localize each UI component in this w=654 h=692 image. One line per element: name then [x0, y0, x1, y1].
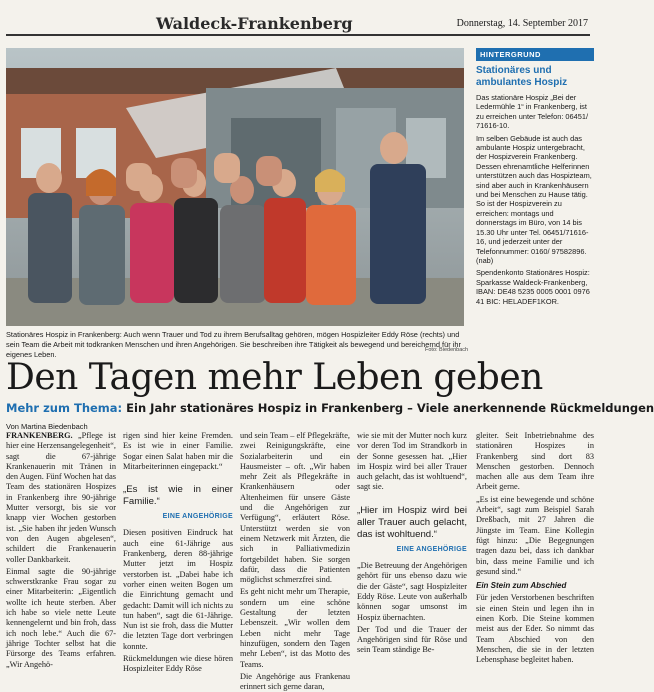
pull-quote: „Hier im Hospiz wird bei aller Trauer auch gelacht, das ist wohltuend.“ — [357, 504, 467, 540]
article-column-3 — [240, 431, 350, 692]
subhead-lead: Mehr zum Thema: — [6, 401, 123, 415]
paragraph: „Pflege ist hier eine Herzensangelegenheit“, sagt die 67-jährige Krankenauerin mit Tränen in den Augen. Fünf Wochen hat das Team des stationären Hospizes in Frankenberg ihre 90-jährige Mutter versorgt, bis sie vor knapp vier Wochen gestorben ist. „Sie haben ihr jeden Wunsch von den Augen abgelesen“, schildert die Frankenauerin voller Dankbarkeit. — [6, 431, 116, 564]
background-body — [476, 93, 594, 306]
paragraph: wie sie mit der Mutter noch kurz vor deren Tod im Strandkorb in der Sonne gesessen hat. „Hier im Hospiz wird bei aller Trauer auch gelacht, das ist wohltuend“, sagt sie. — [357, 431, 467, 492]
pull-quote: „Es ist wie in einer Familie.“ — [123, 484, 233, 508]
background-title: Stationäres und ambulantes Hospiz — [476, 65, 568, 88]
paragraph: Es geht nicht mehr um Therapie, sondern um eine schöne Gestaltung der letzten Lebenszeit. „Wir wollen dem Leben nicht mehr Tage hinzufügen, sondern den Tagen mehr Leben“, ist das Motto des Teams. — [240, 587, 350, 669]
subhead-text: Ein Jahr stationäres Hospiz in Frankenberg – Viele anerkennende Rückmeldungen — [126, 401, 654, 415]
article-column-4 — [357, 431, 467, 655]
paragraph: „Es ist eine bewegende und schöne Arbeit“, sagt zum Beispiel Sarah Dreßbach, mit 27 Jahren die Jüngste im Team. Eine Kollegin fügt hinzu: „Die Begegnungen tragen dazu bei, dass ich dankbar bin, dass meine Familie und ich gesund sind.“ — [476, 494, 594, 576]
background-paragraph: Das stationäre Hospiz „Bei der Ledermühle 1“ in Frankenberg, ist zu erreichen unter Telefon: 06451/ 71616-10. — [476, 93, 589, 131]
article-column-1 — [6, 431, 116, 669]
paragraph: Der Tod und die Trauer der Angehörigen sind für Röse und sein Team ständige Be- — [357, 624, 467, 655]
background-box — [476, 48, 594, 354]
paragraph: Die Angehörige aus Frankenau erinnert sich gerne daran, — [240, 671, 350, 692]
photo-credit: Foto: Biedenbach — [425, 347, 469, 353]
background-paragraph: Spendenkonto Stationäres Hospiz: Sparkasse Waldeck-Frankenberg, IBAN: DE48 5235 0005 0001 0976 41 BIC: HELADEF1KOR. — [476, 268, 590, 306]
intertitle: Ein Stein zum Abschied — [476, 581, 567, 591]
article-column-2 — [123, 431, 233, 674]
article-column-5 — [476, 431, 594, 665]
dateline: FRANKENBERG. — [6, 431, 73, 440]
team-photo — [6, 48, 464, 326]
byline: Von Martina Biedenbach — [6, 422, 88, 431]
publication-date: Donnerstag, 14. September 2017 — [456, 18, 588, 29]
subheadline — [6, 401, 654, 415]
pull-quote-source: EINE ANGEHÖRIGE — [162, 513, 233, 521]
section-title: Waldeck-Frankenberg — [156, 14, 353, 33]
paragraph: Diesen positiven Eindruck hat auch eine 61-Jährige aus Frankenberg, deren 88-jährige Mutter jetzt im Hospiz verstorben ist. „Dabei habe ich vorher einen weiten Bogen um die Einrichtung gemacht und gedacht: Damit will ich nichts zu tun haben“, sagt die 61-Jährige. Nun ist sie froh, dass die Mutter die letzten Tage dort verbringen konnte. — [123, 528, 233, 651]
masthead — [6, 12, 590, 36]
paragraph: Einmal sagte die 90-jährige schwerstkranke Frau sogar zu einer Mitarbeiterin: „Eigentlich wollte ich heute sterben. Aber ich habe so viele nette Leute kennengelernt und bin froh, dass ich noch lebe.“ Auch die 67-jährige Tochter selbst hat die Fürsorge des Teams erfahren. „Wir Angehö- — [6, 566, 116, 669]
paragraph: rigen sind hier keine Fremden. Es ist wie in einer Familie. Sogar einen Salat haben mir die Mitarbeiterinnen eingepackt.“ — [123, 431, 233, 471]
background-paragraph: Im selben Gebäude ist auch das ambulante Hospiz untergebracht, der Hospizverein Frankenberg. Dessen ehrenamtliche Helferinnen unterstützen auch das Hospizteam, sind aber auch in Krankenhäusern und bei Menschen zu Hause tätig. So ist der Hospizverein zu erreichen: montags und donnerstags im Büro, von 14 bis 15.30 Uhr unter Tel. 06451/71616-16, und jederzeit unter der Telefonnummer: 0160/ 97582896. (nab) — [476, 133, 592, 265]
paragraph: „Die Betreuung der Angehörigen gehört für uns ebenso dazu wie die der Gäste“, sagt Hospizleiter Eddy Röse. Leute von außerhalb können sogar umsonst im Hospiz übernachten. — [357, 561, 467, 622]
paragraph: Rückmeldungen wie diese hören Hospizleiter Eddy Röse — [123, 654, 233, 674]
photo-caption: Stationäres Hospiz in Frankenberg: Auch wenn Trauer und Tod zu ihrem Berufsalltag gehören, mögen Hospizleiter Eddy Röse (rechts) und sein Team die Arbeit mit todkranken Menschen und ihren Angehörigen. Sie beschreiben ihre Tätigkeit als bewegend und bereichernd für ihr eigenes Leben. — [6, 330, 461, 359]
headline: Den Tagen mehr Leben geben — [6, 357, 543, 398]
paragraph: und sein Team – elf Pflegekräfte, zwei Reinigungskräfte, eine Sozialarbeiterin und ein Hausmeister – oft. „Wir haben mehr Zeit als Pflegekräfte in Krankenhäusern oder Altenheimen für unsere Gäste und die Angehörigen zur Verfügung“, erläutert Röse. Unterstützt werden sie von einem Netzwerk mit Ärzten, die sich in Palliativmedizin fortgebildet haben. Sie sorgen dafür, dass die Patienten möglichst schmerzfrei sind. — [240, 431, 350, 585]
paragraph: gleiter. Seit Inbetriebnahme des stationären Hospizes in Frankenberg sind dort 83 Menschen gestorben. Dennoch machen alle aus dem Team ihre Arbeit gerne. — [476, 431, 594, 492]
pull-quote-source: EINE ANGEHÖRIGE — [396, 545, 467, 553]
background-label: HINTERGRUND — [476, 48, 594, 61]
paragraph: Für jeden Verstorbenen beschriften sie einen Stein und legen ihn in einen Korb. Die Steine kommen meist aus der Eder. So nimmt das Team Abschied von den Menschen, die sie in der letzten Lebensphase begleitet haben. — [476, 593, 594, 665]
